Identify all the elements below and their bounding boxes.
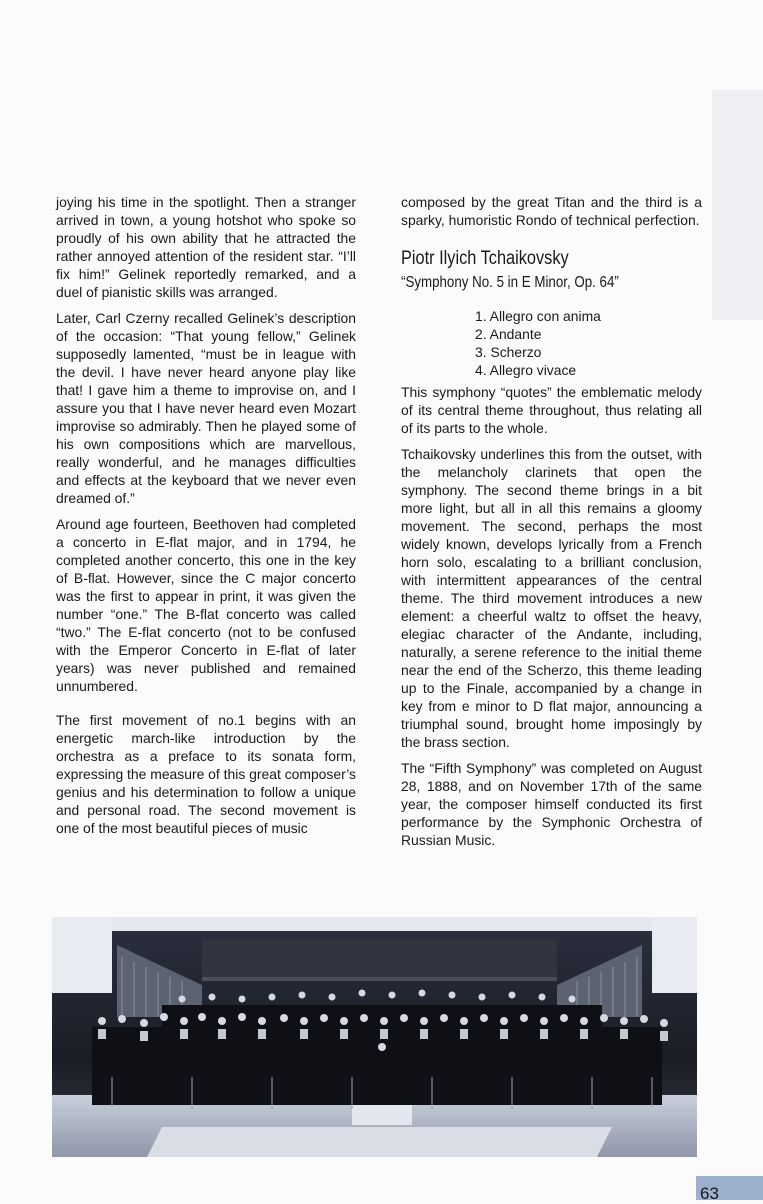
list-item: 1. Allegro con anima <box>475 308 601 324</box>
paragraph: The first movement of no.1 begins with an energetic march-like introduction by the orchestra as a preface to its sonata form, expressing the measure of this great composer’s genius and his determination to follow a unique and personal road. The second movement is one of the most beautiful pieces of music <box>56 712 356 836</box>
list-item: 4. Allegro vivace <box>475 362 577 378</box>
page-number: 63 <box>700 1184 719 1203</box>
work-title: “Symphony No. 5 in E Minor, Op. 64” <box>401 274 619 291</box>
list-item: 2. Andante <box>475 326 542 342</box>
composer-heading: Piotr Ilyich Tchaikovsky <box>401 248 569 269</box>
left-column <box>56 193 356 845</box>
paragraph: Tchaikovsky underlines this from the outset, with the melancholy clarinets that open the symphony. The second theme brings in a bit more light, but all in all this remains a gloomy movement. The second, perhaps the most widely known, develops lyrically from a French horn solo, escalating to a brilliant conclusion, with intermittent appearances of the central theme. The third movement introduces a new element: a cheerful waltz to offset the heavy, elegiac character of the Andante, including, naturally, a serene reference to the initial theme near the end of the Scherzo, this theme leading up to the Finale, accompanied by a change in key from e minor to D flat major, announcing a triumphal sound, brought home imposingly by the brass section. <box>401 446 702 750</box>
orchestra-photo-graphic <box>52 917 697 1157</box>
movement-list <box>401 307 702 379</box>
orchestra-photo <box>52 917 697 1157</box>
right-column <box>401 193 702 857</box>
paragraph: Around age fourteen, Beethoven had completed a concerto in E-flat major, and in 1794, he completed another concerto, this one in the key of B-flat. However, since the C major concerto was the first to appear in print, it was given the number “one.” The B-flat concerto was called “two.” The E-flat concerto (not to be confused with the Emperor Concerto in E-flat of later years) was never published and remained unnumbered. <box>56 516 356 694</box>
paragraph: The “Fifth Symphony” was completed on August 28, 1888, and on November 17th of the same year, the composer himself conducted its first performance by the Symphonic Orchestra of Russian Music. <box>401 760 702 848</box>
paragraph: joying his time in the spotlight. Then a stranger arrived in town, a young hotshot who spoke so proudly of his own ability that he attracted the rather annoyed attention of the resident star. “I’ll fix him!” Gelinek reportedly remarked, and a duel of pianistic skills was arranged. <box>56 194 356 300</box>
paragraph: Later, Carl Czerny recalled Gelinek’s description of the occasion: “That young fellow,” Gelinek supposedly lamented, “must be in league with the devil. I have never heard anyone play like that! I gave him a theme to improvise on, and I assure you that I have never heard even Mozart improvise so admirably. Then he played some of his own compositions which are marvellous, really wonderful, and he manages difficulties and effects at the keyboard that we never even dreamed of.” <box>56 310 356 506</box>
paragraph: composed by the great Titan and the third is a sparky, humoristic Rondo of technical perfection. <box>401 194 702 228</box>
paragraph: This symphony “quotes” the emblematic melody of its central theme throughout, thus relating all of its parts to the whole. <box>401 384 702 436</box>
faded-header-shadow <box>400 62 710 96</box>
list-item: 3. Scherzo <box>475 344 542 360</box>
faded-side-bar <box>712 90 763 320</box>
